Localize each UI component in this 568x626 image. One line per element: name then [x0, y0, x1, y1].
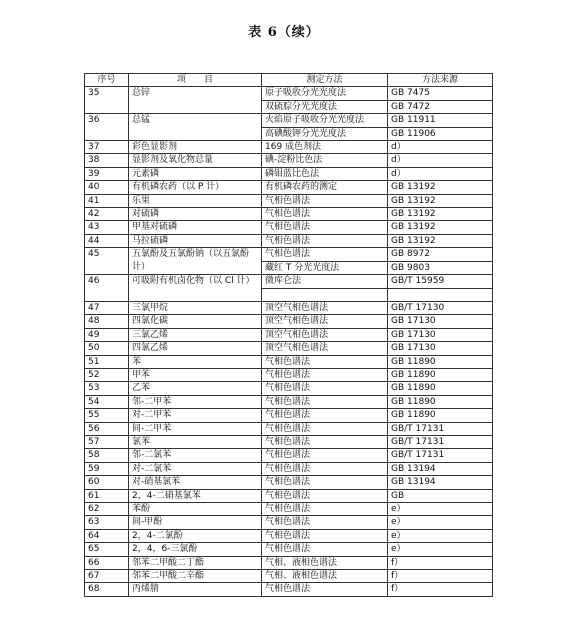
row-method: 火焰原子吸收分光光度法	[262, 114, 388, 127]
table-row	[85, 355, 493, 368]
row-number: 60	[85, 476, 129, 489]
row-number: 47	[85, 301, 129, 314]
row-method: 顶空气相色谱法	[262, 342, 388, 355]
table-row	[85, 181, 493, 194]
table-row	[85, 502, 493, 515]
row-number: 45	[85, 248, 129, 275]
table-row	[85, 275, 493, 288]
row-method: 气相色谱法	[262, 543, 388, 556]
row-number: 57	[85, 435, 129, 448]
row-method: 原子吸收分光光度法	[262, 87, 388, 100]
table-row	[85, 87, 493, 100]
table-row	[85, 529, 493, 542]
row-method: 碘-淀粉比色法	[262, 154, 388, 167]
table-row	[85, 583, 493, 596]
row-source: e）	[388, 543, 493, 556]
table-row	[85, 382, 493, 395]
row-source: GB 13192	[388, 221, 493, 234]
row-number: 64	[85, 529, 129, 542]
row-source: GB/T 17131	[388, 422, 493, 435]
table-row	[85, 556, 493, 569]
row-method: 有机磷农药的测定	[262, 181, 388, 194]
row-item: 马拉硫磷	[129, 234, 262, 247]
table-header-row	[85, 74, 493, 87]
row-source	[388, 288, 493, 301]
row-source: e）	[388, 529, 493, 542]
row-number: 37	[85, 141, 129, 154]
row-item: 邻苯二甲酸二丁酯	[129, 556, 262, 569]
row-number: 50	[85, 342, 129, 355]
table-row	[85, 449, 493, 462]
standards-table	[84, 73, 493, 597]
row-number: 62	[85, 502, 129, 515]
table-row	[85, 462, 493, 475]
row-method: 微库仑法	[262, 275, 388, 288]
row-item: 苯	[129, 355, 262, 368]
row-number: 59	[85, 462, 129, 475]
row-number: 42	[85, 208, 129, 221]
row-method: 气相色谱法	[262, 583, 388, 596]
row-number: 52	[85, 368, 129, 381]
row-method: 气相色谱法	[262, 382, 388, 395]
row-number: 66	[85, 556, 129, 569]
row-method: 气相色谱法	[262, 529, 388, 542]
row-method: 气相色谱法	[262, 462, 388, 475]
table-row	[85, 208, 493, 221]
row-method: 气相色谱法	[262, 368, 388, 381]
row-item: 三氯甲烷	[129, 301, 262, 314]
row-source: GB 11890	[388, 395, 493, 408]
row-source: GB 17130	[388, 315, 493, 328]
row-item: 元素磷	[129, 167, 262, 180]
row-source: GB 17130	[388, 342, 493, 355]
row-source: GB 11890	[388, 382, 493, 395]
row-method: 气相色谱法	[262, 435, 388, 448]
row-item: 乐果	[129, 194, 262, 207]
row-number: 65	[85, 543, 129, 556]
header-no: 序号	[85, 74, 129, 87]
row-item: 甲基对硫磷	[129, 221, 262, 234]
table-row	[85, 248, 493, 261]
row-item: 三氯乙烯	[129, 328, 262, 341]
row-number: 68	[85, 583, 129, 596]
row-method: 气相色谱法	[262, 409, 388, 422]
row-item: 总锌	[129, 87, 262, 114]
row-source: GB 11911	[388, 114, 493, 127]
row-source: f）	[388, 570, 493, 583]
row-item: 丙烯腈	[129, 583, 262, 596]
row-item: 2，4-二氯酚	[129, 529, 262, 542]
row-method: 气相色谱法	[262, 489, 388, 502]
row-method: 顶空气相色谱法	[262, 315, 388, 328]
table-row	[85, 315, 493, 328]
row-number: 49	[85, 328, 129, 341]
row-method: 气相色谱法	[262, 221, 388, 234]
row-number: 38	[85, 154, 129, 167]
header-source: 方法来源	[388, 74, 493, 87]
row-number: 58	[85, 449, 129, 462]
row-method: 169 成色剂法	[262, 141, 388, 154]
row-item: 对-二甲苯	[129, 409, 262, 422]
row-source: GB 13192	[388, 208, 493, 221]
table-row	[85, 368, 493, 381]
table-row	[85, 543, 493, 556]
row-item: 显影剂及氧化物总量	[129, 154, 262, 167]
row-number: 61	[85, 489, 129, 502]
table-title: 表 6（续）	[248, 25, 320, 40]
table-row	[85, 435, 493, 448]
table-row	[85, 301, 493, 314]
row-item: 苯酚	[129, 502, 262, 515]
row-number: 67	[85, 570, 129, 583]
row-method: 气相色谱法	[262, 395, 388, 408]
row-method: 磷钼蓝比色法	[262, 167, 388, 180]
row-source: GB/T 17130	[388, 301, 493, 314]
row-source: GB/T 15959	[388, 275, 493, 288]
row-source: d）	[388, 167, 493, 180]
row-source: GB 8972	[388, 248, 493, 261]
row-source: GB 13194	[388, 476, 493, 489]
row-source: GB 11890	[388, 409, 493, 422]
table-row	[85, 194, 493, 207]
table-body	[85, 87, 493, 596]
row-number: 39	[85, 167, 129, 180]
row-source: GB	[388, 489, 493, 502]
row-source: GB/T 17131	[388, 449, 493, 462]
row-source: GB 11890	[388, 355, 493, 368]
table-row	[85, 328, 493, 341]
row-item: 四氯乙烯	[129, 342, 262, 355]
row-item: 甲苯	[129, 368, 262, 381]
row-source: GB 17130	[388, 328, 493, 341]
row-source: GB 13192	[388, 234, 493, 247]
row-number: 36	[85, 114, 129, 141]
row-source: GB 11890	[388, 368, 493, 381]
row-method: 气相、液相色谱法	[262, 570, 388, 583]
row-method: 气相色谱法	[262, 248, 388, 261]
table-row	[85, 167, 493, 180]
row-item: 邻-二氯苯	[129, 449, 262, 462]
row-item: 对-硝基氯苯	[129, 476, 262, 489]
row-number: 46	[85, 275, 129, 302]
row-method: 顶空气相色谱法	[262, 328, 388, 341]
table-row	[85, 114, 493, 127]
row-method: 气相色谱法	[262, 208, 388, 221]
row-method: 高碘酸钾分光光度法	[262, 127, 388, 140]
header-method: 测定方法	[262, 74, 388, 87]
row-source: GB 7472	[388, 100, 493, 113]
row-item: 邻苯二甲酸二辛酯	[129, 570, 262, 583]
row-method: 气相色谱法	[262, 502, 388, 515]
row-number: 40	[85, 181, 129, 194]
row-item: 对-二氯苯	[129, 462, 262, 475]
row-method: 气相色谱法	[262, 194, 388, 207]
row-method: 气相色谱法	[262, 516, 388, 529]
row-method: 气相色谱法	[262, 422, 388, 435]
row-source: f）	[388, 583, 493, 596]
row-item: 彩色显影剂	[129, 141, 262, 154]
row-method: 气相、液相色谱法	[262, 556, 388, 569]
table-row	[85, 234, 493, 247]
row-number: 35	[85, 87, 129, 114]
row-item: 可吸附有机卤化物（以 Cl 计）	[129, 275, 262, 302]
row-source: GB 13194	[388, 462, 493, 475]
row-method: 气相色谱法	[262, 449, 388, 462]
row-source: GB 13192	[388, 194, 493, 207]
row-item: 2，4-二硝基氯苯	[129, 489, 262, 502]
row-item: 乙苯	[129, 382, 262, 395]
table-row	[85, 141, 493, 154]
row-item: 对硫磷	[129, 208, 262, 221]
row-number: 48	[85, 315, 129, 328]
table-row	[85, 489, 493, 502]
table-row	[85, 476, 493, 489]
row-number: 54	[85, 395, 129, 408]
row-method: 气相色谱法	[262, 234, 388, 247]
row-item: 五氯酚及五氯酚钠（以五氯酚计）	[129, 248, 262, 275]
row-number: 43	[85, 221, 129, 234]
row-item: 邻-二甲苯	[129, 395, 262, 408]
table-row	[85, 409, 493, 422]
table-row	[85, 154, 493, 167]
row-number: 55	[85, 409, 129, 422]
row-number: 53	[85, 382, 129, 395]
header-item: 项 目	[129, 74, 262, 87]
row-item: 间-甲酚	[129, 516, 262, 529]
row-source: GB 7475	[388, 87, 493, 100]
table-row	[85, 221, 493, 234]
row-source: e）	[388, 516, 493, 529]
row-source: f）	[388, 556, 493, 569]
row-item: 2，4，6-三氯酚	[129, 543, 262, 556]
row-item: 四氯化碳	[129, 315, 262, 328]
row-item: 有机磷农药（以 P 计）	[129, 181, 262, 194]
table-row	[85, 395, 493, 408]
row-number: 41	[85, 194, 129, 207]
row-method: 顶空气相色谱法	[262, 301, 388, 314]
row-source: GB/T 17131	[388, 435, 493, 448]
row-number: 44	[85, 234, 129, 247]
row-method: 气相色谱法	[262, 476, 388, 489]
table-row	[85, 570, 493, 583]
row-method: 气相色谱法	[262, 355, 388, 368]
row-number: 56	[85, 422, 129, 435]
row-source: GB 13192	[388, 181, 493, 194]
row-method: 藏红 T 分光光度法	[262, 261, 388, 274]
row-item: 总锰	[129, 114, 262, 141]
row-source: d）	[388, 141, 493, 154]
row-source: GB 9803	[388, 261, 493, 274]
table-row	[85, 516, 493, 529]
row-source: GB 11906	[388, 127, 493, 140]
row-source: e）	[388, 502, 493, 515]
table-row	[85, 342, 493, 355]
table-row	[85, 422, 493, 435]
row-method: 双硫腙分光光度法	[262, 100, 388, 113]
row-item: 间-二甲苯	[129, 422, 262, 435]
row-method	[262, 288, 388, 301]
row-number: 51	[85, 355, 129, 368]
row-source: d）	[388, 154, 493, 167]
row-number: 63	[85, 516, 129, 529]
row-item: 氯苯	[129, 435, 262, 448]
